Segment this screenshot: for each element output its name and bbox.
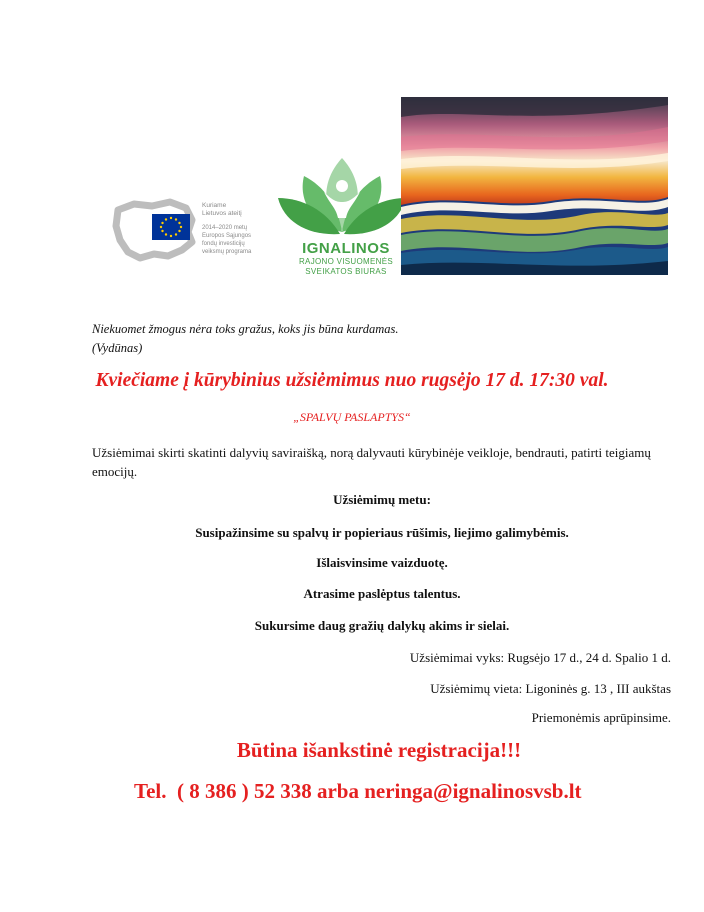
intro-paragraph: Užsiėmimai skirti skatinti dalyvių saviraišką, norą dalyvauti kūrybinėje veikloje, bendrauti, patirti teigiamų emocijų.: [92, 445, 651, 479]
bureau-logo-line: SVEIKATOS BIURAS: [305, 267, 387, 276]
supplies-note: Priemonėmis aprūpinsime.: [531, 710, 671, 725]
event-name: „SPALVŲ PASLAPTYS“: [293, 410, 411, 424]
activity-item: Išlaisvinsime vaizduotę.: [316, 555, 448, 570]
eu-logo-line: Kuriame: [202, 202, 227, 209]
eu-logo-line: veiksmų programa: [202, 249, 252, 255]
activity-item: Atrasime paslėptus talentus.: [303, 586, 461, 601]
activity-item: Susipažinsime su spalvų ir popieriaus rūšimis, liejimo galimybėmis.: [195, 525, 569, 540]
abstract-painting-image: [401, 97, 668, 275]
activity-item: Sukursime daug gražių dalykų akims ir sielai.: [254, 618, 510, 633]
activities-heading: Užsiėmimų metu:: [333, 492, 431, 507]
quote-author: (Vydūnas): [92, 341, 143, 355]
eu-logo-line: Lietuvos ateitį: [202, 210, 242, 217]
quote-text: Niekuomet žmogus nėra toks gražus, koks jis būna kurdamas.: [92, 322, 399, 336]
contact-info: Tel. ( 8 386 ) 52 338 arba neringa@ignalinosvsb.lt: [134, 779, 582, 803]
lotus-figure-icon: [272, 152, 412, 242]
venue-address: Užsiėmimų vieta: Ligoninės g. 13 , III aukštas: [430, 681, 671, 696]
eu-funds-logo: [112, 196, 262, 264]
eu-logo-line: fondų investicijų: [202, 241, 245, 247]
schedule-dates: Užsiėmimai vyks: Rugsėjo 17 d., 24 d. Spalio 1 d.: [409, 650, 671, 665]
eu-logo-line: 2014–2020 metų: [202, 225, 248, 231]
eu-logo-line: Europos Sąjungos: [202, 233, 252, 239]
page-title: Kviečiame į kūrybinius užsiėmimus nuo rugsėjo 17 d. 17:30 val.: [95, 370, 609, 391]
health-bureau-logo: [272, 152, 412, 282]
registration-notice: Būtina išankstinė registracija!!!: [236, 738, 522, 762]
bureau-logo-name: IGNALINOS: [302, 240, 390, 257]
bureau-logo-line: RAJONO VISUOMENĖS: [298, 257, 393, 266]
